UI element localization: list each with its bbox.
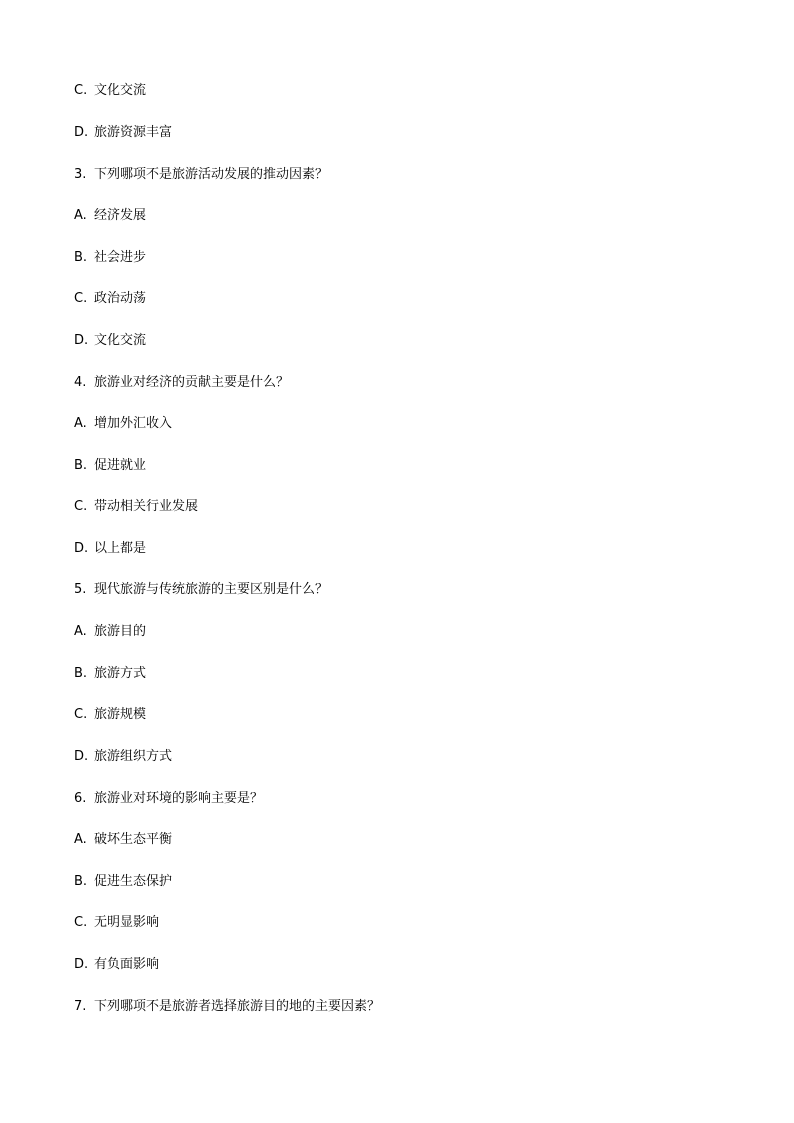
option-text: 文化交流: [94, 333, 147, 348]
question-text: 旅游业对经济的贡献主要是什么？: [94, 375, 290, 390]
question-number: 4.: [74, 375, 87, 390]
option-text: 增加外汇收入: [94, 416, 173, 431]
option-label: D.: [74, 749, 89, 764]
option-label: D.: [74, 333, 89, 348]
option-line: [74, 331, 146, 351]
option-label: B.: [74, 458, 88, 473]
option-label: B.: [74, 666, 88, 681]
option-line: [74, 414, 172, 434]
option-line: [74, 497, 198, 517]
option-line: [74, 206, 146, 226]
option-line: [74, 955, 159, 975]
option-label: A.: [74, 624, 87, 639]
option-text: 文化交流: [94, 83, 147, 98]
option-text: 以上都是: [94, 541, 147, 556]
option-label: C.: [74, 915, 88, 930]
option-text: 旅游方式: [94, 666, 147, 681]
question-line: [74, 580, 328, 600]
option-line: [74, 705, 146, 725]
option-text: 旅游资源丰富: [94, 125, 173, 140]
option-label: A.: [74, 832, 87, 847]
option-line: [74, 747, 172, 767]
question-line: [74, 789, 263, 809]
question-text: 下列哪项不是旅游者选择旅游目的地的主要因素？: [94, 999, 381, 1014]
question-text: 下列哪项不是旅游活动发展的推动因素？: [94, 167, 329, 182]
option-line: [74, 289, 146, 309]
question-text: 现代旅游与传统旅游的主要区别是什么？: [94, 582, 329, 597]
question-line: [74, 373, 289, 393]
option-line: [74, 664, 146, 684]
option-line: [74, 539, 146, 559]
option-text: 促进就业: [94, 458, 147, 473]
option-label: C.: [74, 707, 88, 722]
question-line: [74, 165, 328, 185]
option-label: A.: [74, 416, 87, 431]
option-label: C.: [74, 83, 88, 98]
option-line: [74, 830, 172, 850]
option-line: [74, 248, 146, 268]
question-number: 5.: [74, 582, 87, 597]
option-text: 破坏生态平衡: [94, 832, 173, 847]
question-text: 旅游业对环境的影响主要是？: [94, 791, 264, 806]
option-text: 旅游规模: [94, 707, 147, 722]
option-text: 带动相关行业发展: [94, 499, 199, 514]
option-line: [74, 123, 172, 143]
question-line: [74, 997, 380, 1017]
option-label: B.: [74, 250, 88, 265]
question-number: 6.: [74, 791, 87, 806]
option-text: 有负面影响: [94, 957, 160, 972]
option-label: D.: [74, 957, 89, 972]
question-number: 3.: [74, 167, 87, 182]
option-label: B.: [74, 874, 88, 889]
option-text: 政治动荡: [94, 291, 147, 306]
option-line: [74, 872, 172, 892]
option-label: C.: [74, 291, 88, 306]
option-text: 无明显影响: [94, 915, 160, 930]
option-label: C.: [74, 499, 88, 514]
option-text: 旅游目的: [94, 624, 147, 639]
option-line: [74, 81, 146, 101]
option-label: A.: [74, 208, 87, 223]
option-text: 促进生态保护: [94, 874, 173, 889]
option-line: [74, 913, 159, 933]
option-text: 社会进步: [94, 250, 147, 265]
option-text: 旅游组织方式: [94, 749, 173, 764]
option-text: 经济发展: [94, 208, 147, 223]
option-label: D.: [74, 125, 89, 140]
option-label: D.: [74, 541, 89, 556]
option-line: [74, 622, 146, 642]
option-line: [74, 456, 146, 476]
question-number: 7.: [74, 999, 87, 1014]
